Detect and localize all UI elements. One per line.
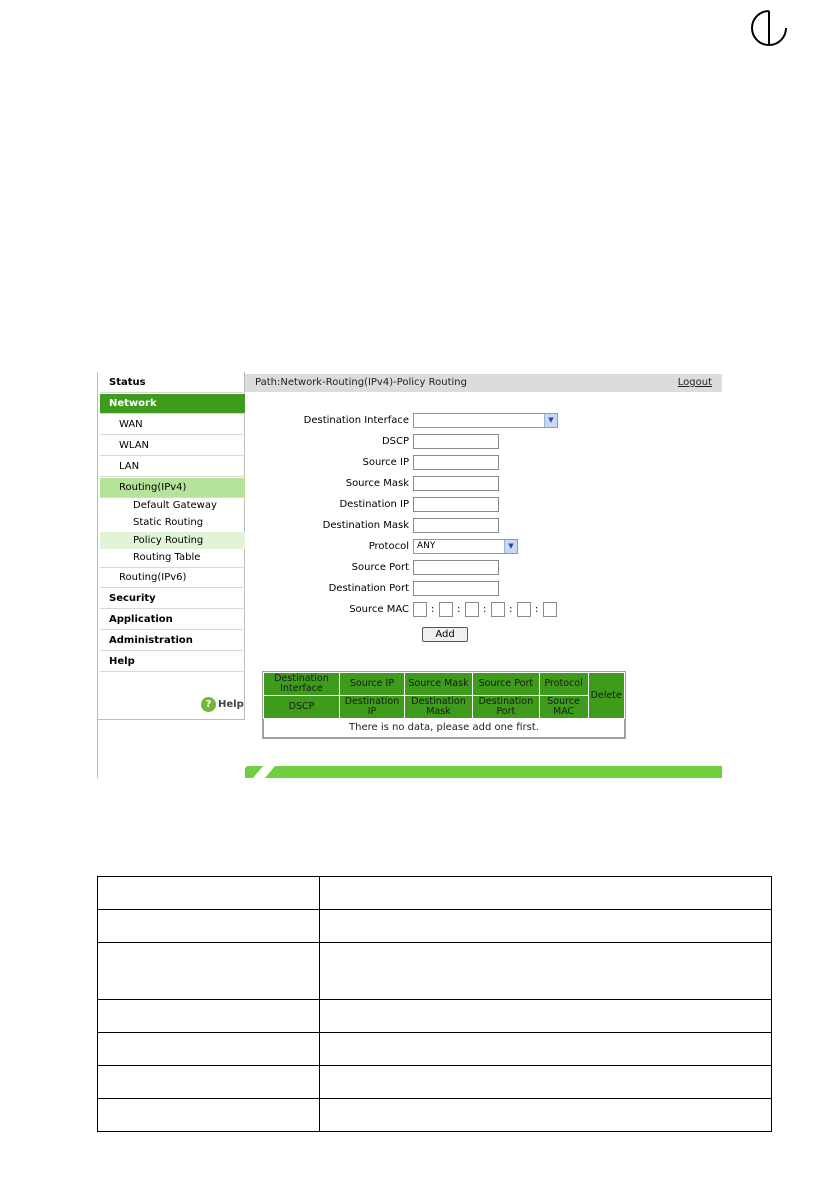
label-dscp: DSCP [381,436,409,447]
policy-routing-table [263,672,625,738]
table-cell [320,943,772,1000]
label-source-mask: Source Mask [345,478,409,489]
row-dscp [245,433,722,451]
mac-separator: : [483,604,487,615]
table-cell [320,877,772,910]
label-destination-mask: Destination Mask [322,520,409,531]
col-destination-interface: Destination Interface [264,673,340,696]
nav-help[interactable]: Help [100,652,245,672]
col-destination-mask: Destination Mask [404,696,472,719]
destination-interface-select[interactable] [413,413,558,428]
source-ip-input[interactable] [413,455,499,470]
table-row [264,719,625,738]
table-row [98,877,772,910]
mac-octet-2-input[interactable] [439,602,453,617]
add-button[interactable]: Add [422,627,468,642]
table-cell [98,910,320,943]
table-cell [320,1066,772,1099]
col-delete: Delete [588,673,624,719]
destination-ip-input[interactable] [413,497,499,512]
table-header-row [264,696,625,719]
nav-administration[interactable]: Administration [100,631,245,651]
chevron-down-icon: ▼ [504,540,517,553]
row-destination-mask [245,517,722,535]
mac-separator: : [431,604,435,615]
row-source-mac [245,601,722,619]
nav-routing-table[interactable]: Routing Table [100,549,245,568]
nav-static-routing[interactable]: Static Routing [133,517,204,528]
table-row [98,1066,772,1099]
row-source-ip [245,454,722,472]
destination-mask-input[interactable] [413,518,499,533]
table-cell [98,1066,320,1099]
help-button-label: Help [218,698,244,710]
label-protocol: Protocol [368,541,409,552]
table-row [98,1099,772,1132]
mac-separator: : [457,604,461,615]
dscp-input[interactable] [413,434,499,449]
col-protocol: Protocol [539,673,588,696]
col-destination-ip: Destination IP [339,696,404,719]
breadcrumb-bar [245,374,722,392]
col-source-port: Source Port [473,673,540,696]
source-mask-input[interactable] [413,476,499,491]
table-cell [320,1033,772,1066]
sidebar [97,372,245,720]
row-destination-interface [245,412,722,430]
chevron-down-icon: ▼ [544,414,557,427]
nav-routing-ipv4[interactable]: Routing(IPv4) [100,478,245,498]
table-row [98,1033,772,1066]
empty-message: There is no data, please add one first. [264,719,625,738]
table-cell [98,877,320,910]
source-port-input[interactable] [413,560,499,575]
label-destination-ip: Destination IP [339,499,409,510]
table-row [98,910,772,943]
protocol-selected-value: ANY [417,541,436,551]
row-destination-ip [245,496,722,514]
sidebar-edge [97,720,98,778]
col-source-ip: Source IP [339,673,404,696]
table-row [98,943,772,1000]
mac-octet-6-input[interactable] [543,602,557,617]
row-source-port [245,559,722,577]
nav-security[interactable]: Security [100,589,245,609]
mac-separator: : [509,604,513,615]
parameter-description-table [97,876,772,1132]
label-destination-port: Destination Port [328,583,409,594]
binding-hole-icon [749,8,789,48]
table-cell [98,1033,320,1066]
label-source-mac: Source MAC [349,604,409,615]
mac-octet-1-input[interactable] [413,602,427,617]
nav-default-gateway[interactable]: Default Gateway [133,500,217,511]
nav-policy-routing[interactable]: Policy Routing [100,532,245,549]
col-source-mask: Source Mask [404,673,472,696]
logout-link[interactable]: Logout [677,377,712,388]
table-row [98,1000,772,1033]
nav-application[interactable]: Application [100,610,245,630]
label-destination-interface: Destination Interface [303,415,409,426]
nav-wlan[interactable]: WLAN [100,436,245,456]
nav-status[interactable]: Status [100,373,245,393]
mac-octet-3-input[interactable] [465,602,479,617]
breadcrumb: Path:Network-Routing(IPv4)-Policy Routing [255,377,467,388]
label-source-ip: Source IP [362,457,409,468]
table-cell [320,910,772,943]
mac-octet-4-input[interactable] [491,602,505,617]
row-protocol [245,538,722,556]
help-button[interactable] [201,695,244,713]
table-cell [98,1000,320,1033]
row-destination-port [245,580,722,598]
mac-separator: : [535,604,539,615]
col-source-mac: Source MAC [539,696,588,719]
table-cell [98,943,320,1000]
help-icon: ? [201,697,216,712]
protocol-select[interactable] [413,539,518,554]
label-source-port: Source Port [351,562,409,573]
table-header-row [264,673,625,696]
table-cell [98,1099,320,1132]
col-destination-port: Destination Port [473,696,540,719]
table-cell [320,1099,772,1132]
destination-port-input[interactable] [413,581,499,596]
row-source-mask [245,475,722,493]
router-admin-screenshot [97,372,722,778]
nav-routing-ipv6[interactable]: Routing(IPv6) [100,568,245,588]
footer-green-bar [245,764,722,778]
mac-octet-5-input[interactable] [517,602,531,617]
nav-lan[interactable]: LAN [100,457,245,477]
nav-wan[interactable]: WAN [100,415,245,435]
nav-network[interactable]: Network [100,394,245,414]
col-dscp: DSCP [264,696,340,719]
table-cell [320,1000,772,1033]
